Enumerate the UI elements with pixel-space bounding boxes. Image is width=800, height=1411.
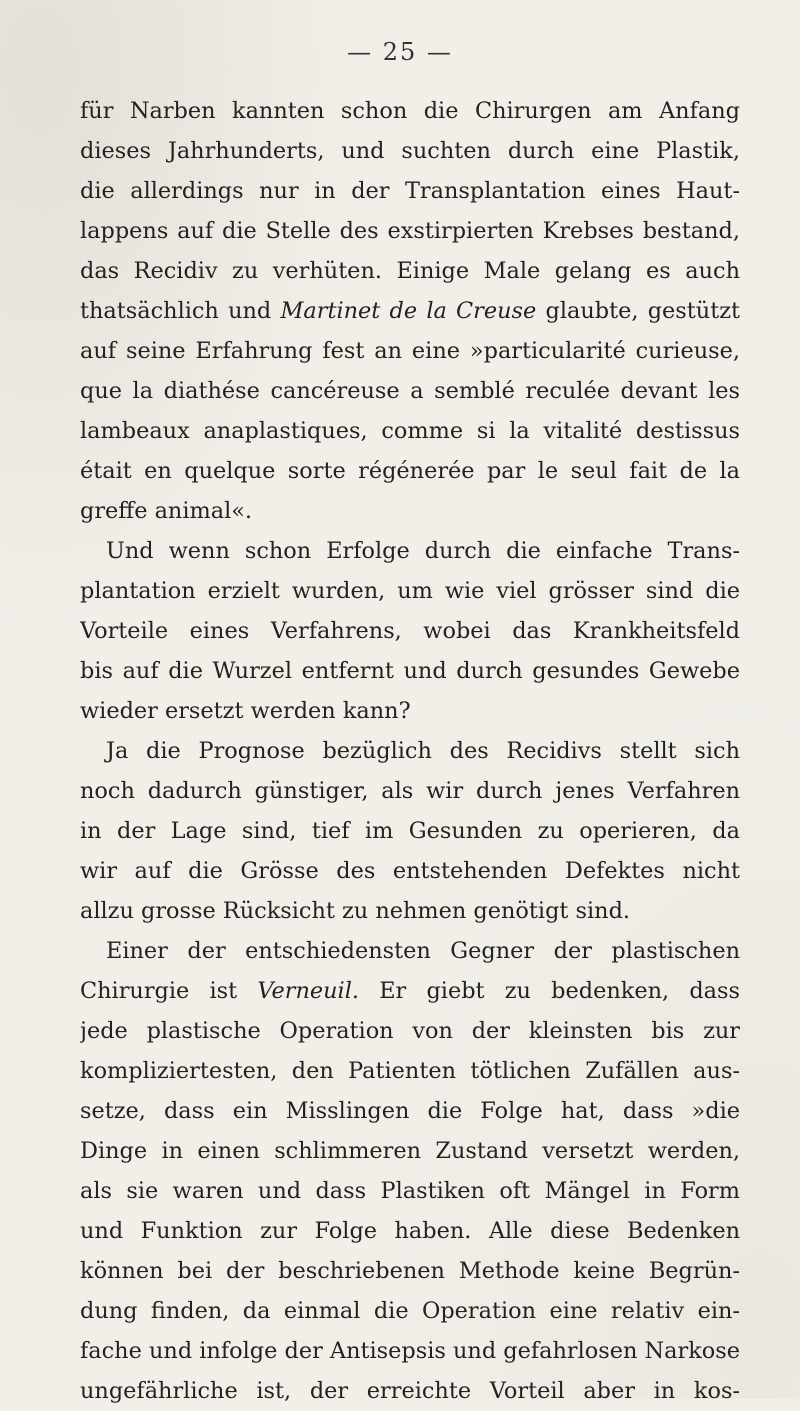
text-line-25: kompliziertesten, den Patienten tötlichen Zufällen aus- bbox=[80, 1058, 740, 1084]
text-line-9: lambeaux anaplastiques, comme si la vitalité destissus bbox=[80, 418, 740, 444]
text-line-32: fache und infolge der Antisepsis und gefahrlosen Narkose bbox=[80, 1338, 740, 1364]
body-text bbox=[80, 91, 740, 1411]
text-line-31: dung finden, da einmal die Operation eine relativ ein- bbox=[80, 1298, 740, 1324]
text-line-22: Einer der entschiedensten Gegner der plastischen bbox=[106, 938, 740, 964]
text-line-30: können bei der beschriebenen Methode keine Begrün- bbox=[80, 1258, 740, 1284]
text-line-19: in der Lage sind, tief im Gesunden zu operieren, da bbox=[80, 818, 740, 844]
author-name-verneuil: Verneuil. bbox=[257, 978, 359, 1004]
text-line-4: lappens auf die Stelle des exstirpierten Krebses bestand, bbox=[80, 218, 740, 244]
text-line-10: était en quelque sorte régénerée par le seul fait de la bbox=[80, 458, 740, 484]
text-line-16: wieder ersetzt werden kann? bbox=[80, 698, 411, 724]
text-line-26: setze, dass ein Misslingen die Folge hat, dass »die bbox=[80, 1098, 740, 1124]
text-line-18: noch dadurch günstiger, als wir durch jenes Verfahren bbox=[80, 778, 740, 804]
text-line-24: jede plastische Operation von der kleinsten bis zur bbox=[80, 1018, 740, 1044]
text-line-6-start: thatsächlich und bbox=[80, 298, 272, 324]
text-line-11: greffe animal«. bbox=[80, 498, 253, 524]
text-line-6 bbox=[80, 291, 740, 331]
text-line-17: Ja die Prognose bezüglich des Recidivs stellt sich bbox=[106, 738, 740, 764]
text-line-23 bbox=[80, 971, 740, 1011]
text-line-27: Dinge in einen schlimmeren Zustand versetzt werden, bbox=[80, 1138, 740, 1164]
text-line-23-end: Er giebt zu bedenken, dass bbox=[379, 978, 740, 1004]
text-line-21: allzu grosse Rücksicht zu nehmen genötigt sind. bbox=[80, 898, 631, 924]
author-name-martinet: Martinet de la Creuse bbox=[280, 298, 537, 324]
text-line-8: que la diathése cancéreuse a semblé reculée devant les bbox=[80, 378, 740, 404]
text-line-33: ungefährliche ist, der erreichte Vorteil aber in kos- bbox=[80, 1378, 740, 1404]
text-line-3: die allerdings nur in der Transplantation eines Haut- bbox=[80, 178, 740, 204]
text-line-20: wir auf die Grösse des entstehenden Defektes nicht bbox=[80, 858, 740, 884]
text-line-13: plantation erzielt wurden, um wie viel grösser sind die bbox=[80, 578, 740, 604]
text-line-14: Vorteile eines Verfahrens, wobei das Krankheitsfeld bbox=[80, 618, 740, 644]
page-number-header: — 25 — bbox=[347, 38, 453, 66]
text-line-5: das Recidiv zu verhüten. Einige Male gelang es auch bbox=[80, 258, 740, 284]
text-line-6-end: glaubte, gestützt bbox=[545, 298, 740, 324]
text-line-15: bis auf die Wurzel entfernt und durch gesundes Gewebe bbox=[80, 658, 740, 684]
text-line-28: als sie waren und dass Plastiken oft Mängel in Form bbox=[80, 1178, 740, 1204]
text-line-7: auf seine Erfahrung fest an eine »particularité curieuse, bbox=[80, 338, 740, 364]
text-line-12: Und wenn schon Erfolge durch die einfache Trans- bbox=[106, 538, 740, 564]
text-line-23-start: Chirurgie ist bbox=[80, 978, 238, 1004]
text-line-29: und Funktion zur Folge haben. Alle diese Bedenken bbox=[80, 1218, 740, 1244]
text-line-2: dieses Jahrhunderts, und suchten durch eine Plastik, bbox=[80, 138, 740, 164]
text-line-1: für Narben kannten schon die Chirurgen am Anfang bbox=[80, 98, 740, 124]
